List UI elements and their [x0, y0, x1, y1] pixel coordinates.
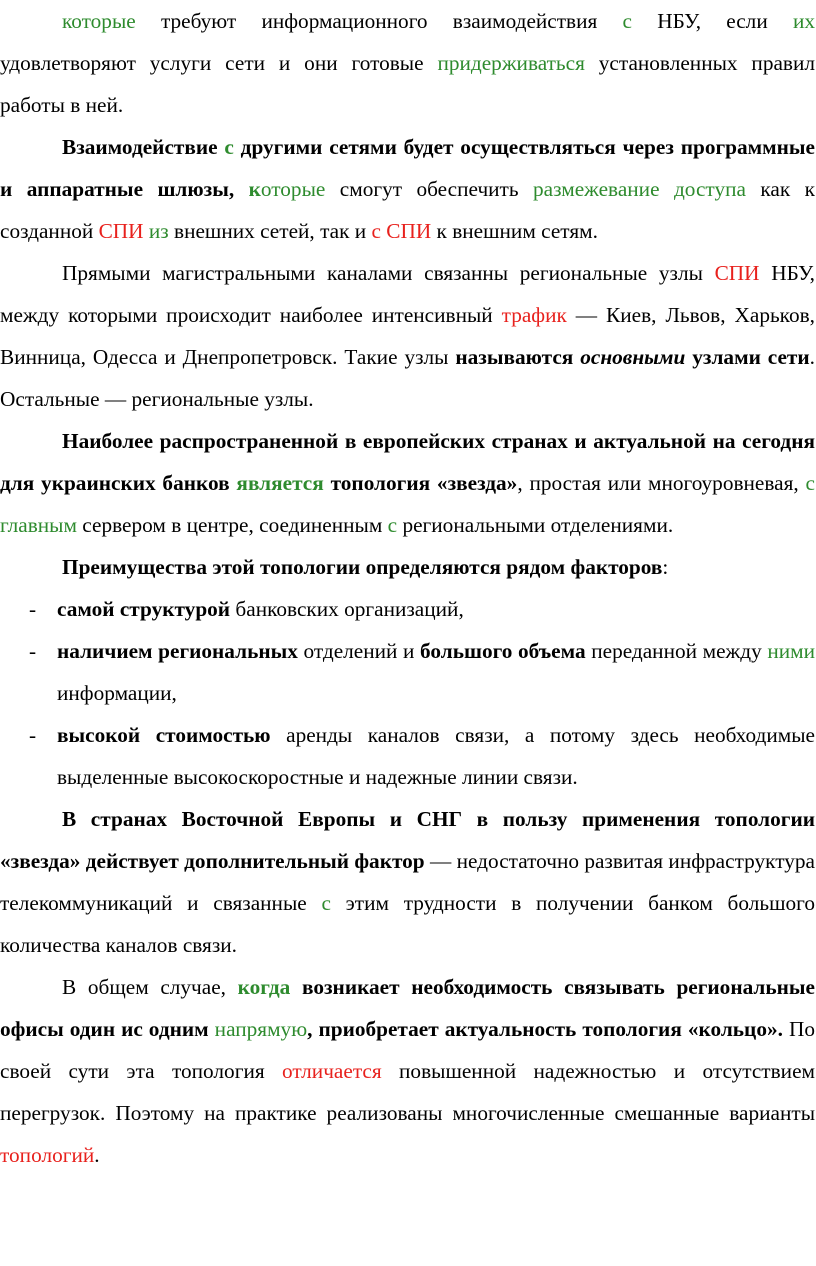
paragraph-2: Взаимодействие с другими сетями будет осуществляться через программные и аппаратные шлюзы, которые смогут обеспечить размежевание доступа как к созданной СПИ из внешних сетей, так и с СПИ к внешним сетям. — [0, 135, 816, 243]
list-item: - наличием региональных отделений и большого объема переданной между ними информации, — [0, 630, 815, 714]
list-dash: - — [29, 639, 37, 663]
list-item: - самой структурой банковских организаций, — [0, 588, 815, 630]
paragraph-3: Прямыми магистральными каналами связанны региональные узлы СПИ НБУ, между которыми происходит наиболее интенсивный трафик — Киев, Львов, Харьков, Винница, Одесса и Днепропетровск. Такие узлы называются основными узлами сети. Остальные — региональные узлы. — [0, 261, 815, 411]
paragraph-1: которые требуют информационного взаимодействия с НБУ, если их удовлетворяют услуги сети и они готовые придерживаться установленных правил работы в ней. — [0, 9, 815, 117]
list-item: - высокой стоимостью аренды каналов связи, а потому здесь необходимые выделенные высокоскоростные и надежные линии связи. — [0, 714, 815, 798]
paragraph-4: Наиболее распространенной в европейских странах и актуальной на сегодня для украинских банков является топология «звезда», простая или многоуровневая, с главным сервером в центре, соединенным с региональными отделениями. — [0, 429, 815, 537]
list-dash: - — [29, 723, 37, 747]
list-dash: - — [29, 597, 37, 621]
paragraph-7: В общем случае, когда возникает необходимость связывать региональные офисы один ис одним напрямую, приобретает актуальность топология «кольцо». По своей сути эта топология отличается повышенной надежностью и отсутствием перегрузок. Поэтому на практике реализованы многочисленные смешанные варианты топологий. — [0, 975, 815, 1167]
paragraph-6: В странах Восточной Европы и СНГ в пользу применения топологии «звезда» действует дополнительный фактор — недостаточно развитая инфраструктура телекоммуникаций и связанные с этим трудности в получении банком большого количества каналов связи. — [0, 807, 815, 957]
paragraph-5: Преимущества этой топологии определяются рядом факторов: — [62, 555, 669, 579]
